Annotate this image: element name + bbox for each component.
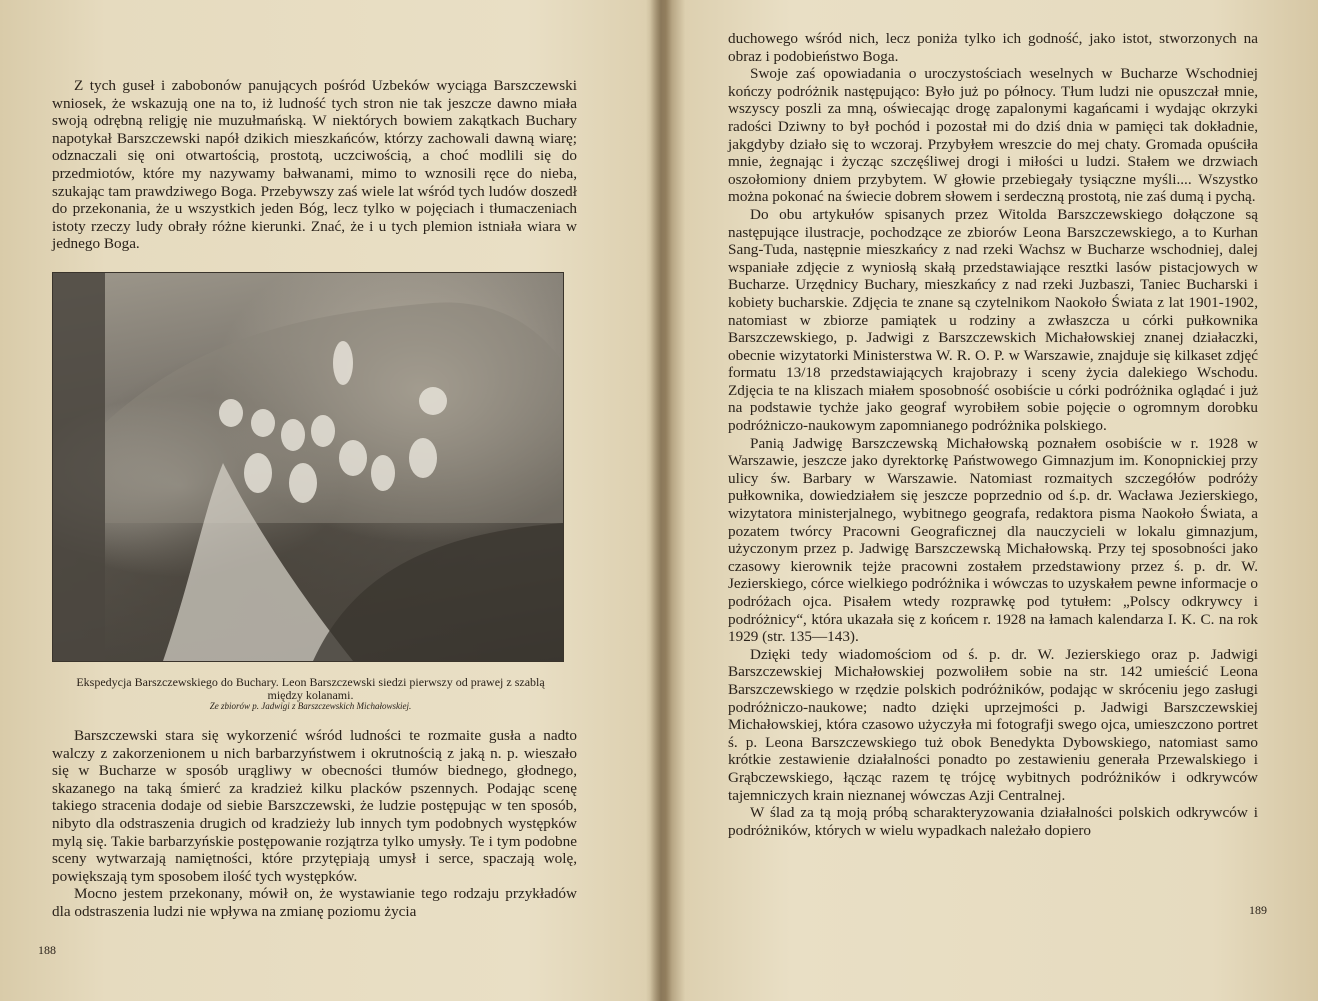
- photo-caption-block: [58, 676, 563, 712]
- photo-source: Ze zbiorów p. Jadwigi z Barszczewskich Michałowskiej.: [209, 701, 412, 711]
- right-paragraph-1: duchowego wśród nich, lecz poniża tylko ich godność, jako istot, stworzonych na obraz i podobieństwo Boga.: [728, 30, 1258, 65]
- left-page-top-text: [52, 77, 577, 253]
- photo-caption: Ekspedycja Barszczewskiego do Buchary. Leon Barszczewski siedzi pierwszy od prawej z szablą między kolanami.: [76, 675, 545, 702]
- photo-tree-trunk: [53, 273, 105, 661]
- left-paragraph-2: Barszczewski stara się wykorzenić wśród ludności te rozmaite gusła a nadto walczy z zakorzenionem u nich barbarzyństwem i okrutnością z jaką n. p. wieszało się w Bucharze w sposób urągliwy w obecności tłumów biednego, głodnego, skazanego na taką śmierć za kradzież kilku placków pszennych. Podając scenę takiego stracenia dodaje od siebie Barszczewski, że ludzie postępując w ten sposób, nibyto dla odstraszenia drugich od kradzieży lub innych tym podobnych występków mylą się. Takie barbarzyńskie postępowanie rozjątrza tylko umysły. Te i tym podobne sceny wytwarzają namiętności, które przytępiają umysł i serce, spaczają wolę, powiększają tym sposobem ilość tych występków.: [52, 727, 577, 885]
- photo-hill: [105, 303, 563, 523]
- left-paragraph-1: Z tych guseł i zabobonów panujących pośród Uzbeków wyciąga Barszczewski wniosek, że wskazują one na to, iż ludność tych stron nie tak jeszcze dawno miała swoją odrębną religję nie muzułmańską. W niektórych bowiem zakątkach Buchary napotykał Barszczewski napół dzikich mieszkańców, którzy zachowali dawną wiarę; odznaczali się oni otwartością, prostotą, uczciwością, a choć modlili się do przedmiotów, które my nazywamy bałwanami, mimo to wznosili ręce do nieba, szukając tam prawdziwego Boga. Przebywszy zaś wiele lat wśród tych ludów doszedł do przekonania, że u wszystkich jeden Bóg, lecz tylko w pojęciach i tłumaczeniach istoty rzeczy ludy obrały różne kierunki. Znać, że i u tych plemion istniała wiara w jednego Boga.: [52, 77, 577, 253]
- right-paragraph-5: Dzięki tedy wiadomościom od ś. p. dr. W. Jezierskiego oraz p. Jadwigi Barszczewskiej Michałowskiej pozwoliłem sobie na str. 142 umieścić Leona Barszczewskiego w rzędzie polskich podróżników, podając w skróceniu jego zasługi podróżniczo-naukowe; nadto dzięki uprzejmości p. Jadwigi Barszczewskiej Michałowskiej, która czasowo użyczyła mi fotografji swego ojca, umieszczono portret ś. p. Leona Barszczewskiego tuż obok Benedykta Dybowskiego, natomiast samo krótkie zestawienie działalności ponadto po zestawieniu generała Przewalskiego i Grąbczewskiego, łącząc razem tę trójcę wybitnych podróżników i odkrywców tajemniczych krain nieznanej wówczas Azji Centralnej.: [728, 645, 1258, 804]
- left-page-bottom-text: [52, 727, 577, 921]
- right-page-text: [728, 30, 1258, 839]
- left-page: [0, 0, 655, 1001]
- right-paragraph-4: Panią Jadwigę Barszczewską Michałowską poznałem osobiście w r. 1928 w Warszawie, jeszcze jako dyrektorkę Państwowego Gimnazjum im. Konopnickiej przy ulicy św. Barbary w Warszawie. Natomiast rozmaitych szczegółów podróży pułkownika, dowiedziałem się jeszcze poprzednio od ś.p. dr. Wacława Jezierskiego, wizytatora ministerjalnego, wybitnego geografa, redaktora pisma Naokoło Świata, a pozatem twórcy Pracowni Geograficznej dla nauczycieli w lokalu gimnazjum, użyczonym przez p. Jadwigę Barszczewską Michałowską. Przy tej sposobności jako czasowy kierownik tejże pracowni zostałem przedstawiony przez ś. p. dr. W. Jezierskiego, córce wielkiego podróżnika i wówczas to uzyskałem pewne informacje o podróżach ojca. Pisałem wtedy rozprawkę pod tytułem: „Polscy odkrywcy i podróżnicy“, która ukazała się z końcem r. 1928 na łamach kalendarza I. K. C. na rok 1929 (str. 135—143).: [728, 434, 1258, 646]
- right-paragraph-2: Swoje zaś opowiadania o uroczystościach weselnych w Bucharze Wschodniej kończy podróżnik następująco: Było już po północy. Tłum ludzi nie opuszczał mnie, wszyscy poszli za mną, oświecając drogę zapalonymi kagańcami i wydając okrzyki radości Dziwny to był pochód i pozostał mi do dziś dnia w pamięci tak dokładnie, jakgdyby działo się to wczoraj. Przybyłem wreszcie do mej chaty. Gromada opuściła mnie, żegnając i życząc szczęśliwej drogi i miłości u ludzi. Stałem we drzwiach oszołomiony dniem przybytem. W głowie przebiegały tysiączne myśli.... Wszystko można pokonać na świecie dobrem słowem i serdeczną prostotą, nie zaś dumą i pychą.: [728, 65, 1258, 206]
- photo-dark-bank: [313, 523, 563, 661]
- right-page-number: 189: [1249, 903, 1267, 917]
- left-page-number: 188: [38, 943, 56, 957]
- right-paragraph-6: W ślad za tą moją próbą scharakteryzowania działalności polskich odkrywców i podróżników, których w wielu wypadkach należało dopiero: [728, 804, 1258, 839]
- left-paragraph-3: Mocno jestem przekonany, mówił on, że wystawianie tego rodzaju przykładów dla odstraszenia ludzi nie wpływa na zmianę poziomu życia: [52, 885, 577, 920]
- expedition-photo: [52, 272, 564, 662]
- right-page: [668, 0, 1318, 1001]
- expedition-photo-drawing: [53, 273, 563, 661]
- right-paragraph-3: Do obu artykułów spisanych przez Witolda Barszczewskiego dołączone są następujące ilustracje, pochodzące ze zbiorów Leona Barszczewskiego, a to Kurhan Sang-Tuda, następnie mieszkańcy z nad rzeki Wachsz w Bucharze wschodniej, dalej wspaniałe zdjęcie z wyniosłą skałą przedstawiające resztki lasów pistacjowych w Bucharze. Urzędnicy Buchary, mieszkańcy z nad rzeki Juzbaszi, Taniec Bucharski i kobiety bucharskie. Zdjęcia te znane są czytelnikom Naokoło Świata z lat 1901-1902, natomiast w zbiorze pamiątek u rodziny a zwłaszcza u córki pułkownika Barszczewskiego, p. Jadwigi z Barszczewskich Michałowskiej znanej działaczki, obecnie wizytatorki Ministerstwa W. R. O. P. w Warszawie, znajduje się kilkaset zdjęć formatu 13/18 przedstawiających krajobrazy i sceny życia dalekiego Wschodu. Zdjęcia te na kliszach miałem sposobność osobiście u córki podróżnika oglądać i już na podstawie tychże jako geograf wyrobiłem sobie pojęcie o ogromnym dorobku podróżniczo-naukowym zapomnianego podróżnika polskiego.: [728, 205, 1258, 435]
